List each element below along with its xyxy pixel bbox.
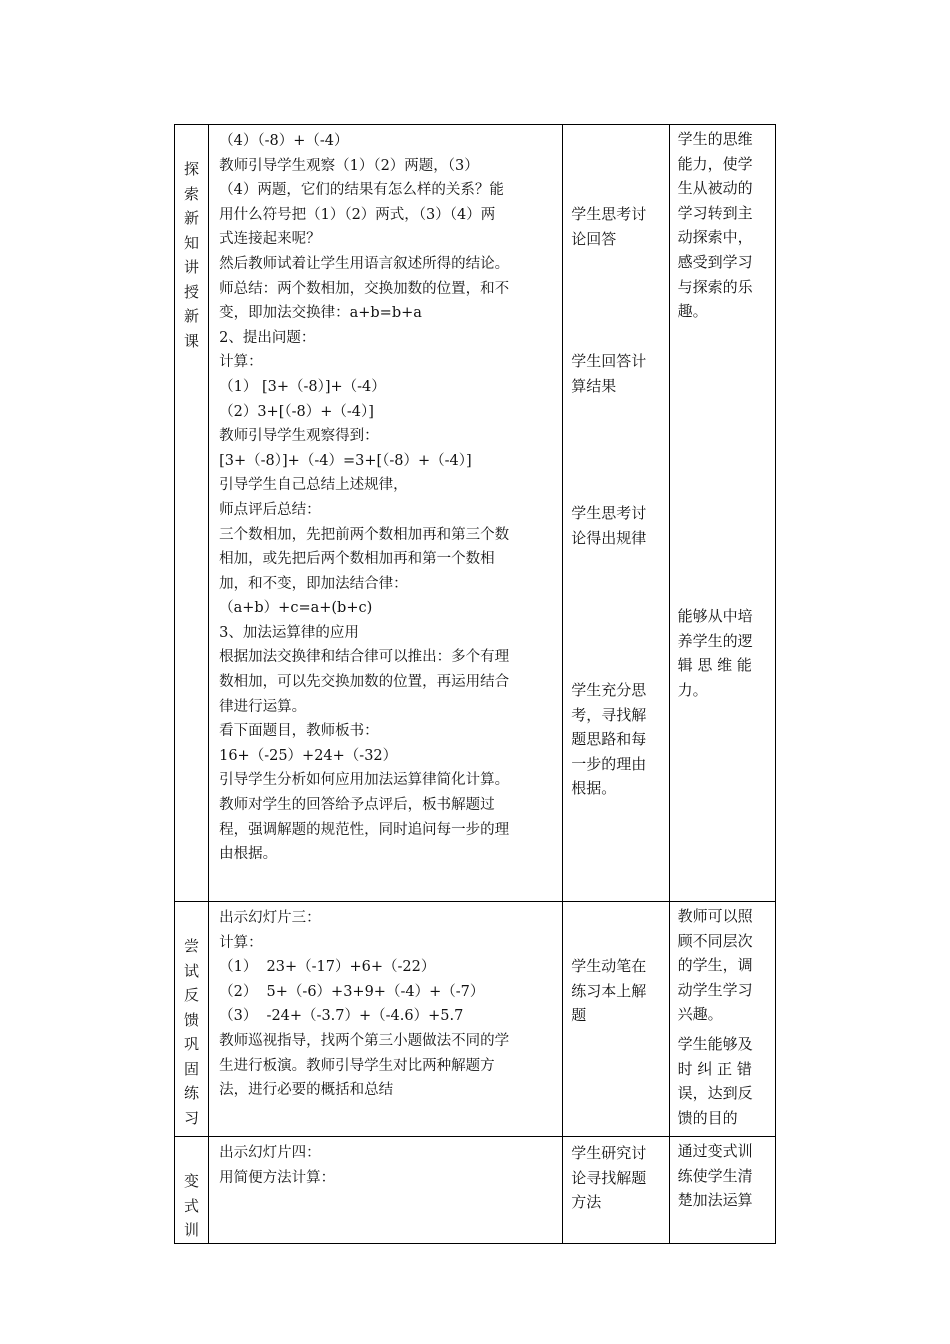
text-line: 由根据。 [219,846,278,863]
text-line: [3+（-8）]+（-4）=3+[（-8）+（-4）] [219,452,472,469]
text-line: 法，进行必要的概括和总结 [219,1082,394,1099]
student-activity-block: 学生思考讨 论得出规律 [571,504,647,547]
text-line: （2） 5+（-6）+3+9+（-4）+（-7） [219,983,485,1000]
text-line: （3） -24+（-3.7）+（-4.6）+5.7 [219,1008,464,1025]
student-activity-cell [563,902,669,1137]
design-intent-block: 学生的思维 能力，使学 生从被动的 学习转到主 动探索中， 感受到学习 与探索的乐 趣。 [677,130,753,321]
text-line: 师总结：两个数相加，交换加数的位置，和不 [219,280,510,297]
text-line: 引导学生分析如何应用加法运算律简化计算。 [219,772,510,789]
lesson-plan-table [174,124,776,1244]
text-line: 计算： [219,934,263,951]
design-intent-cell [669,125,775,902]
text-line: 用什么符号把（1）（2）两式，（3）（4）两 [219,206,496,223]
text-line: 出示幻灯片三： [219,910,321,926]
table-row [175,125,776,902]
teacher-activity-cell [209,902,563,1137]
stage-cell: 变 式 训 [175,1137,209,1244]
design-intent-block: 能够从中培 养学生的逻 辑 思 维 能 力。 [677,607,753,699]
student-activity-block: 学生回答计 算结果 [571,352,647,395]
text-line: （1） [3+（-8）]+（-4） [219,378,386,395]
student-activity-cell [563,125,669,902]
teacher-activity-cell [209,125,563,902]
text-line: 三个数相加，先把前两个数相加再和第三个数 [219,526,510,543]
text-line: 式连接起来呢？ [219,231,321,248]
text-line: （a+b）+c=a+(b+c) [219,600,373,617]
text-line: 变，即加法交换律：a+b=b+a [219,305,422,322]
text-line: 教师引导学生观察（1）（2）两题，（3） [219,157,479,174]
text-line: 2、提出问题： [219,329,316,346]
student-activity-block: 学生动笔在 练习本上解 题 [571,957,647,1025]
text-line: 看下面题目，教师板书： [219,723,379,740]
table-row [175,1137,776,1244]
student-activity-block: 学生充分思 考，寻找解 题思路和每 一步的理由 根据。 [571,681,647,798]
text-line: （4）（-8）+（-4） [219,133,349,149]
text-line: 教师巡视指导，找两个第三小题做法不同的学 [219,1032,510,1049]
text-line: 3、加法运算律的应用 [219,624,359,641]
text-line: 用简便方法计算： [219,1169,336,1186]
text-line: 师点评后总结： [219,501,321,518]
teacher-activity-cell [209,1137,563,1244]
stage-cell: 探 索 新 知 讲 授 新 课 [175,125,209,902]
text-line: 根据加法交换律和结合律可以推出：多个有理 [219,649,510,666]
design-intent-block: 学生能够及 时 纠 正 错 误，达到反 馈的目的 [677,1035,753,1127]
student-activity-cell: 学生研究讨 论寻找解题 方法 [563,1137,669,1244]
text-line: 数相加，可以先交换加数的位置，再运用结合 [219,674,510,691]
text-line: 教师引导学生观察得到： [219,428,379,445]
stage-cell: 尝 试 反 馈 巩 固 练 习 [175,902,209,1137]
text-line: （1） 23+（-17）+6+（-22） [219,959,436,976]
design-intent-cell [669,902,775,1137]
text-line: 相加，或先把后两个数相加再和第一个数相 [219,551,495,568]
text-line: 出示幻灯片四： [219,1145,321,1161]
design-intent-block: 教师可以照 顾不同层次 的学生，调 动学生学习 兴趣。 [677,907,753,1024]
text-line: 加，和不变，即加法结合律： [219,575,408,592]
design-intent-cell: 通过变式训 练使学生清 楚加法运算 [669,1137,775,1244]
text-line: 程，强调解题的规范性，同时追问每一步的理 [219,821,510,838]
text-line: （2）3+[（-8）+（-4）] [219,403,374,420]
text-line: 律进行运算。 [219,698,307,715]
text-line: 16+（-25）+24+（-32） [219,747,398,764]
text-line: 生进行板演。教师引导学生对比两种解题方 [219,1057,495,1074]
text-line: 教师对学生的回答给予点评后，板书解题过 [219,797,495,814]
text-line: 然后教师试着让学生用语言叙述所得的结论。 [219,255,510,272]
text-line: 引导学生自己总结上述规律， [219,477,408,494]
table-row [175,902,776,1137]
text-line: 计算： [219,354,263,371]
text-line: （4）两题，它们的结果有怎么样的关系？能 [219,182,504,199]
student-activity-block: 学生思考讨 论回答 [571,205,647,248]
